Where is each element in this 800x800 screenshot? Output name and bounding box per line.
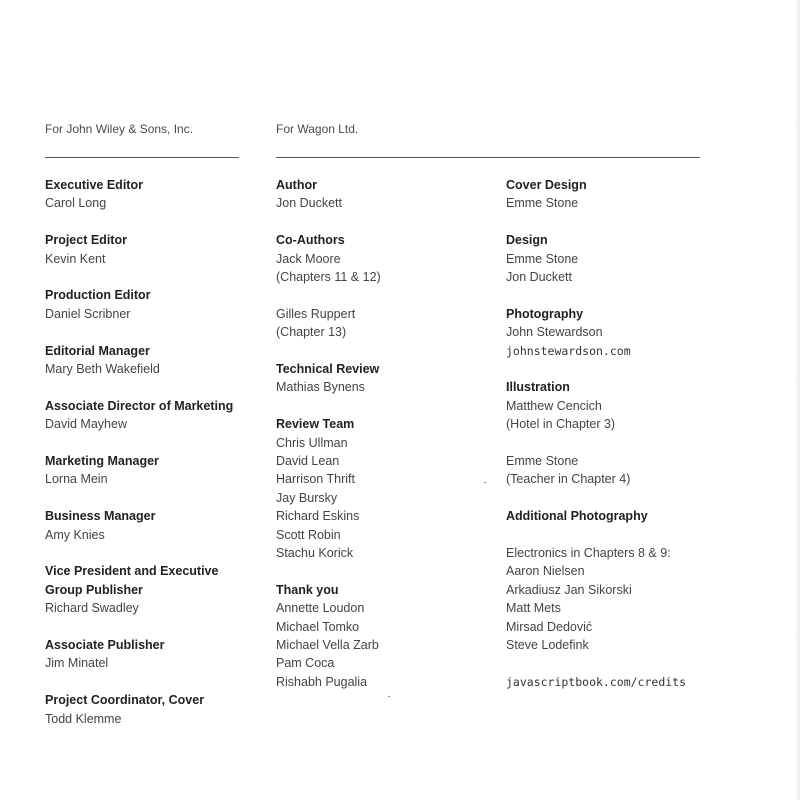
credit-additional-photography (506, 507, 766, 525)
credit-note: (Chapters 11 & 12) (276, 270, 381, 285)
credit-name: Aaron Nielsen (506, 564, 585, 579)
credit-note: (Chapter 13) (276, 325, 347, 340)
credit-role: Technical Review (276, 362, 380, 377)
wagon-credits-column-1 (276, 176, 491, 710)
credit-role: Review Team (276, 417, 355, 432)
credit-name: Stachu Korick (276, 546, 354, 561)
credit-name: Kevin Kent (45, 251, 106, 266)
credit-name: Matt Mets (506, 601, 561, 616)
credit-name: Rishabh Pugalia (276, 674, 368, 689)
credit-name: Michael Vella Zarb (276, 638, 379, 653)
credit-name: Emme Stone (506, 251, 579, 266)
wagon-credits-column-2 (506, 176, 766, 710)
credit-review-team (276, 415, 491, 562)
credit-note: (Hotel in Chapter 3) (506, 417, 616, 432)
credit-role: Cover Design (506, 178, 587, 192)
credit-name: Harrison Thrift (276, 472, 355, 487)
credit-name: Jon Duckett (506, 270, 573, 285)
credit-name: Richard Swadley (45, 601, 139, 616)
credit-name: Mathias Bynens (276, 380, 365, 395)
credit-role: Executive Editor (45, 178, 143, 192)
credit-vp-executive-group-publisher (45, 562, 260, 617)
credit-name: Pam Coca (276, 656, 335, 671)
credit-name: Emme Stone (506, 454, 579, 469)
credit-role: Photography (506, 306, 584, 321)
photographer-url: johnstewardson.com (506, 343, 631, 358)
credits-url: javascriptbook.com/credits (506, 674, 687, 689)
credit-author (276, 176, 491, 213)
scan-speck (484, 482, 486, 483)
credit-name: Jack Moore (276, 251, 341, 266)
credit-name: Richard Eskins (276, 509, 360, 524)
credit-name: Jim Minatel (45, 656, 109, 671)
credit-name: Carol Long (45, 196, 107, 211)
credit-name: Michael Tomko (276, 619, 360, 634)
credit-marketing-manager (45, 452, 260, 489)
credit-role: Additional Photography (506, 509, 648, 524)
credit-electronics-photography (506, 544, 766, 654)
credits-link-entry (506, 673, 766, 691)
credit-co-authors (276, 231, 491, 286)
credit-note: Electronics in Chapters 8 & 9: (506, 546, 671, 561)
credit-cover-design (506, 176, 766, 213)
credit-role-line: Group Publisher (45, 582, 143, 597)
credit-name: Amy Knies (45, 527, 105, 542)
wiley-divider (45, 157, 239, 158)
credit-associate-publisher (45, 636, 260, 673)
page-edge-shadow (794, 0, 800, 800)
credit-illustration-emme (506, 452, 766, 489)
credit-name: Mary Beth Wakefield (45, 362, 160, 377)
wiley-credits-column (45, 176, 260, 746)
credit-thank-you (276, 581, 491, 691)
credit-role: Design (506, 233, 548, 248)
credit-name: Arkadiusz Jan Sikorski (506, 582, 632, 597)
credit-role: Co-Authors (276, 233, 345, 248)
wagon-org-label: For Wagon Ltd. (276, 122, 359, 136)
credit-design (506, 231, 766, 286)
wagon-divider (276, 157, 700, 158)
credit-name: Annette Loudon (276, 601, 365, 616)
credit-role: Project Coordinator, Cover (45, 693, 205, 708)
credit-business-manager (45, 507, 260, 544)
credit-production-editor (45, 286, 260, 323)
credit-name: Lorna Mein (45, 472, 108, 487)
credit-technical-review (276, 360, 491, 397)
credit-name: Mirsad Dedović (506, 619, 593, 634)
credit-project-coordinator-cover (45, 691, 260, 728)
credit-role: Author (276, 178, 317, 192)
credit-name: John Stewardson (506, 325, 603, 340)
scan-speck (388, 696, 390, 697)
credit-photography (506, 305, 766, 360)
credit-associate-director-marketing (45, 397, 260, 434)
credit-name: Scott Robin (276, 527, 341, 542)
credit-role-line: Vice President and Executive (45, 564, 219, 579)
credit-role: Thank you (276, 582, 339, 597)
credit-name: Emme Stone (506, 196, 579, 211)
credit-role: Marketing Manager (45, 454, 159, 469)
credit-editorial-manager (45, 342, 260, 379)
credit-name: Gilles Ruppert (276, 306, 356, 321)
credit-role: Editorial Manager (45, 343, 150, 358)
credit-name: Jon Duckett (276, 196, 343, 211)
credit-project-editor (45, 231, 260, 268)
credit-role: Associate Publisher (45, 638, 165, 653)
credit-role: Production Editor (45, 288, 151, 303)
credit-role: Associate Director of Marketing (45, 398, 234, 413)
credit-role: Illustration (506, 380, 570, 395)
credit-name: Matthew Cencich (506, 398, 602, 413)
credit-name: Todd Klemme (45, 711, 122, 726)
credit-name: David Lean (276, 454, 340, 469)
credit-name: Chris Ullman (276, 435, 348, 450)
credit-role: Project Editor (45, 233, 127, 248)
credit-name: Jay Bursky (276, 490, 338, 505)
credit-role: Business Manager (45, 509, 156, 524)
credit-name: Steve Lodefink (506, 638, 589, 653)
credit-name: Daniel Scribner (45, 306, 131, 321)
credit-executive-editor (45, 176, 260, 213)
wiley-org-label: For John Wiley & Sons, Inc. (45, 122, 194, 136)
credit-name: David Mayhew (45, 417, 127, 432)
credit-note: (Teacher in Chapter 4) (506, 472, 631, 487)
credit-illustration (506, 378, 766, 433)
credit-co-author-gilles (276, 305, 491, 342)
